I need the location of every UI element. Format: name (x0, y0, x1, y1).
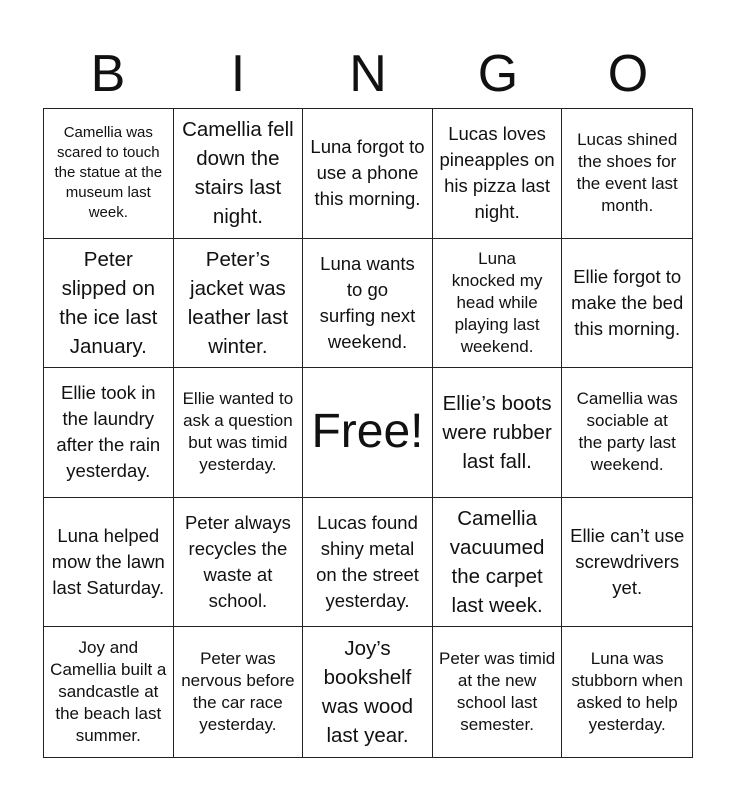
bingo-cell-i2 (174, 239, 304, 369)
header-letter-n: N (349, 45, 387, 103)
cell-text: Luna forgot to use a phone this morning. (310, 136, 425, 210)
header-letter-o: O (607, 45, 649, 103)
bingo-cell-b5 (44, 627, 174, 757)
cell-text: Peter always recycles the waste at school. (184, 512, 291, 612)
bingo-cell-o4 (562, 498, 692, 628)
bingo-cell-g2 (433, 239, 563, 369)
bingo-cell-i4 (174, 498, 304, 628)
bingo-cell-n1 (303, 109, 433, 239)
bingo-cell-g3 (433, 368, 563, 498)
bingo-cell-b4 (44, 498, 174, 628)
cell-text: Peter slipped on the ice last January. (59, 247, 158, 358)
cell-text: Peter was timid at the new school last semester. (438, 649, 556, 735)
bingo-cell-n5 (303, 627, 433, 757)
bingo-header (43, 40, 693, 108)
bingo-cell-g1 (433, 109, 563, 239)
bingo-cell-b2 (44, 239, 174, 369)
cell-text: Ellie’s boots were rubber last fall. (442, 391, 552, 473)
cell-text: Camellia fell down the stairs last night. (182, 118, 294, 229)
header-letter-i: I (230, 45, 246, 103)
cell-text: Ellie took in the laundry after the rain yesterday. (56, 382, 161, 482)
bingo-cell-o1 (562, 109, 692, 239)
cell-text: Luna helped mow the lawn last Saturday. (51, 525, 165, 599)
bingo-cell-o2 (562, 239, 692, 369)
cell-text: Joy’s bookshelf was wood last year. (321, 637, 414, 748)
cell-text: Peter’s jacket was leather last winter. (187, 247, 289, 358)
bingo-board (43, 108, 693, 758)
bingo-cell-o3 (562, 368, 692, 498)
bingo-cell-i3 (174, 368, 304, 498)
cell-text: Ellie forgot to make the bed this morning. (571, 265, 684, 339)
bingo-cell-n4 (303, 498, 433, 628)
cell-text: Peter was nervous before the car race yesterday. (181, 649, 295, 735)
cell-text: Lucas shined the shoes for the event last month. (576, 130, 678, 216)
free-space-label: Free! (311, 405, 424, 459)
cell-text: Luna was stubborn when asked to help yesterday. (571, 649, 683, 735)
cell-text: Lucas found shiny metal on the street yesterday. (316, 512, 419, 612)
bingo-cell-o5 (562, 627, 692, 757)
bingo-cell-free (303, 368, 433, 498)
bingo-cell-b1 (44, 109, 174, 239)
cell-text: Camellia was scared to touch the statue at the museum last week. (54, 124, 163, 222)
cell-text: Camellia vacuumed the carpet last week. (449, 507, 545, 618)
bingo-cell-n2 (303, 239, 433, 369)
bingo-cell-g4 (433, 498, 563, 628)
header-letter-b: B (90, 45, 126, 103)
cell-text: Luna wants to go surfing next weekend. (319, 252, 416, 352)
cell-text: Joy and Camellia built a sandcastle at the beach last summer. (50, 638, 167, 746)
bingo-cell-b3 (44, 368, 174, 498)
bingo-cell-i1 (174, 109, 304, 239)
header-letter-g: G (477, 45, 519, 103)
cell-text: Ellie can’t use screwdrivers yet. (570, 525, 685, 599)
cell-text: Ellie wanted to ask a question but was timid yesterday. (182, 389, 294, 475)
bingo-cell-i5 (174, 627, 304, 757)
cell-text: Camellia was sociable at the party last weekend. (576, 389, 678, 475)
cell-text: Lucas loves pineapples on his pizza last night. (439, 123, 555, 223)
bingo-cell-g5 (433, 627, 563, 757)
cell-text: Luna knocked my head while playing last weekend. (451, 248, 543, 356)
